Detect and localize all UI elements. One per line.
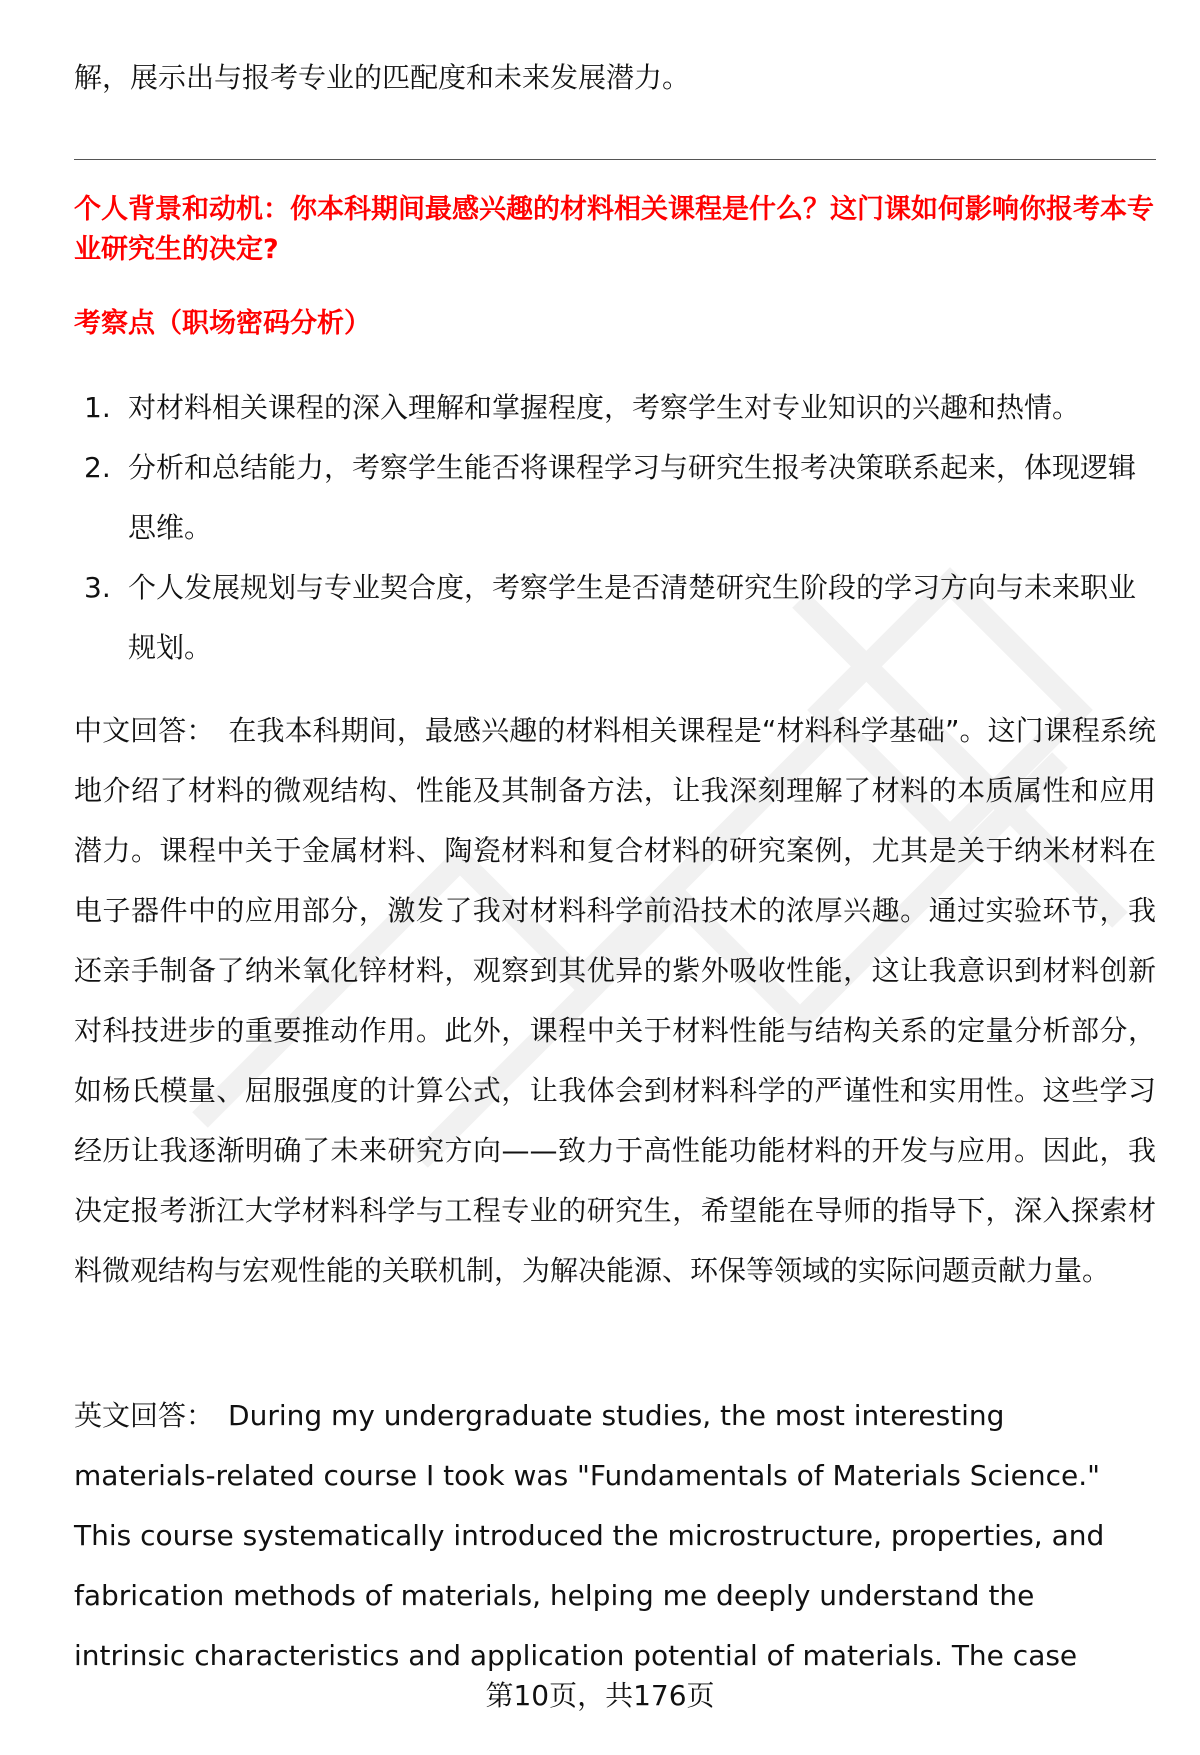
english-answer-line: intrinsic characteristics and application potential of materials. The case <box>74 1639 1078 1672</box>
question-heading: 个人背景和动机：你本科期间最感兴趣的材料相关课程是什么？这门课如何影响你报考本专业研究生的决定? <box>74 194 1154 265</box>
section-divider <box>74 159 1156 160</box>
chinese-answer <box>74 701 1156 1301</box>
list-item-number: 1. <box>84 391 111 424</box>
english-answer-line: This course systematically introduced the microstructure, properties, and <box>74 1519 1105 1552</box>
list-item <box>74 558 1156 678</box>
english-answer <box>74 1386 1156 1686</box>
list-item-number: 3. <box>84 571 111 604</box>
english-answer-line: materials-related course I took was "Fundamentals of Materials Science." <box>74 1459 1101 1492</box>
list-item-text: 分析和总结能力，考察学生能否将课程学习与研究生报考决策联系起来，体现逻辑思维。 <box>128 451 1137 544</box>
english-answer-text: During my undergraduate studies, the most interesting <box>228 1399 1005 1432</box>
list-item-text: 对材料相关课程的深入理解和掌握程度，考察学生对专业知识的兴趣和热情。 <box>128 391 1081 424</box>
list-item-text: 个人发展规划与专业契合度，考察学生是否清楚研究生阶段的学习方向与未来职业规划。 <box>128 571 1137 664</box>
assessment-points-list <box>74 378 1156 678</box>
intro-line: 解，展示出与报考专业的匹配度和未来发展潜力。 <box>74 61 691 94</box>
chinese-answer-text: 在我本科期间，最感兴趣的材料相关课程是“材料科学基础”。这门课程系统地介绍了材料的微观结构、性能及其制备方法，让我深刻理解了材料的本质属性和应用潜力。课程中关于金属材料、陶瓷材料和复合材料的研究案例，尤其是关于纳米材料在电子器件中的应用部分，激发了我对材料科学前沿技术的浓厚兴趣。通过实验环节，我还亲手制备了纳米氧化锌材料，观察到其优异的紫外吸收性能，这让我意识到材料创新对科技进步的重要推动作用。此外，课程中关于材料性能与结构关系的定量分析部分，如杨氏模量、屈服强度的计算公式，让我体会到材料科学的严谨性和实用性。这些学习经历让我逐渐明确了未来研究方向——致力于高性能功能材料的开发与应用。因此，我决定报考浙江大学材料科学与工程专业的研究生，希望能在导师的指导下，深入探索材料微观结构与宏观性能的关联机制，为解决能源、环保等领域的实际问题贡献力量。 <box>74 714 1156 1287</box>
english-answer-line <box>74 1386 1156 1446</box>
page-footer: 第10页，共176页 <box>0 1676 1200 1716</box>
chinese-answer-label: 中文回答： <box>74 714 215 747</box>
list-item <box>74 438 1156 558</box>
english-answer-label: 英文回答： <box>74 1399 215 1432</box>
list-item-number: 2. <box>84 451 111 484</box>
english-answer-line: fabrication methods of materials, helping me deeply understand the <box>74 1579 1035 1612</box>
list-item <box>74 378 1156 438</box>
section-title: 考察点（职场密码分析） <box>74 308 371 339</box>
